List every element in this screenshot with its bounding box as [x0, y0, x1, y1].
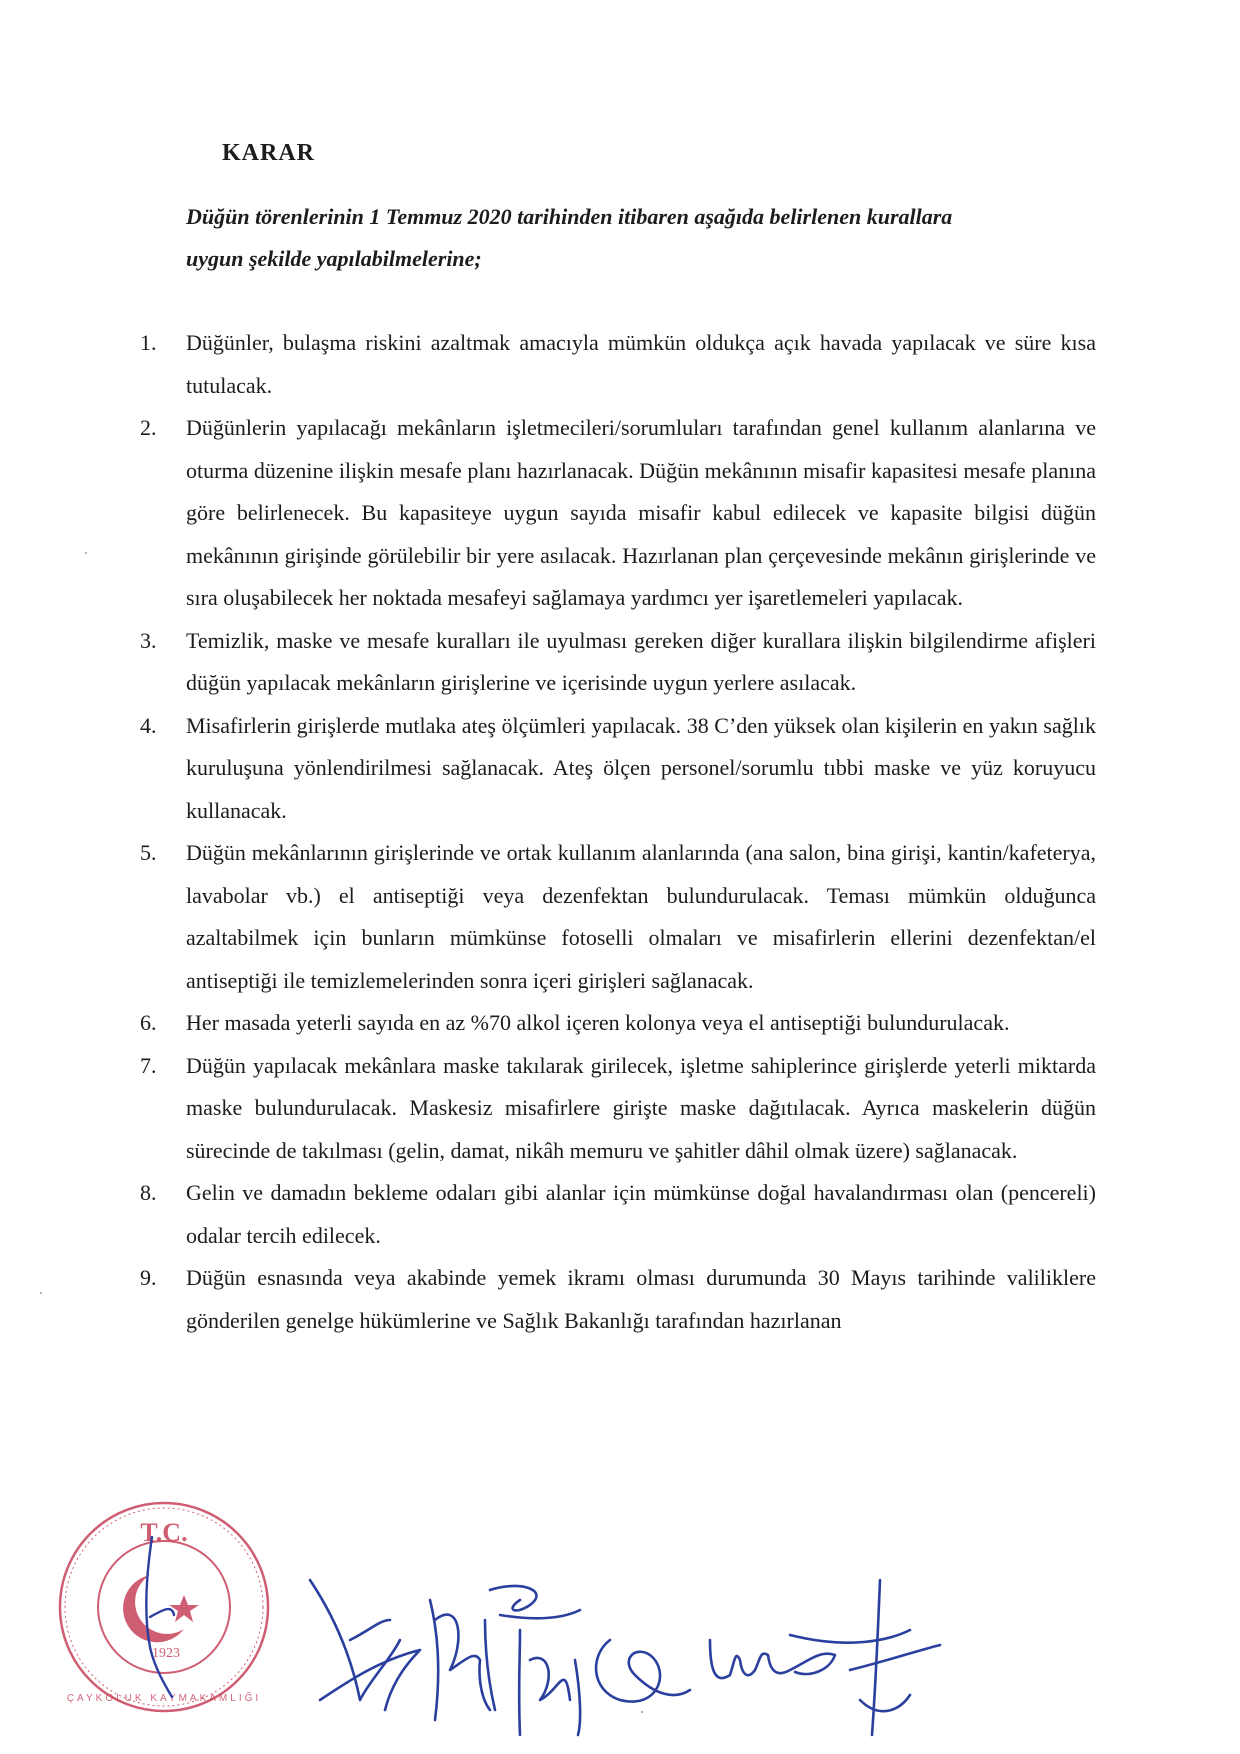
- stamp-top-text: T.C.: [140, 1518, 188, 1547]
- rule-number: 3.: [140, 627, 157, 653]
- stamp-year-text: 1923: [152, 1646, 180, 1661]
- stamp-ring-text: ÇAYKOLUK KAYMAKAMLIĞI: [66, 1693, 262, 1704]
- rule-item: [140, 705, 1096, 833]
- rule-text: Düğün yapılacak mekânlara maske takılarak girilecek, işletme sahiplerince girişlerde yeterli miktarda maske bulundurulacak. Maskesiz misafirlere girişte maske dağıtılacak. Ayrıca maskelerin düğün sürecinde de takılması (gelin, damat, nikâh memuru ve şahitler dâhil olmak üzere) sağlanacak.: [186, 1052, 1096, 1163]
- rule-text: Gelin ve damadın bekleme odaları gibi alanlar için mümkünse doğal havalandırması olan (pencereli) odalar tercih edilecek.: [186, 1180, 1096, 1248]
- signature-2: [430, 1600, 495, 1720]
- rule-number: 2.: [140, 415, 157, 440]
- rule-text: Temizlik, maske ve mesafe kuralları ile uyulması gereken diğer kurallara ilişkin bilgilendirme afişleri düğün yapılacak mekânların girişlerine ve içerisinde uygun yerlere asılacak.: [186, 627, 1096, 695]
- rule-text: Düğün mekânlarının girişlerinde ve ortak kullanım alanlarında (ana salon, bina girişi, kantin/kafeterya, lavabolar vb.) el antiseptiği veya dezenfektan bulundurulacak. Teması mümkün olduğunca azaltabilmek için bunların mümkünse fotoselli olmaları ve misafirlerin ellerini dezenfektan/el antiseptiği ile temizlemelerinden sonra içeri girişleri sağlanacak.: [186, 840, 1096, 993]
- rule-number: 6.: [140, 1010, 157, 1035]
- rule-number: 7.: [140, 1052, 157, 1078]
- rule-item: [140, 322, 1096, 407]
- rule-item: [140, 1045, 1096, 1173]
- rule-text: Düğünlerin yapılacağı mekânların işletmecileri/sorumluları tarafından genel kullanım alanlarına ve oturma düzenine ilişkin mesafe planı hazırlanacak. Düğün mekânının misafir kapasitesi mesafe planına göre belirlenecek. Bu kapasiteye uygun sayıda misafir kabul edilecek ve kapasite bilgisi düğün mekânının girişinde görülebilir bir yere asılacak. Hazırlanan plan çerçevesinde mekânın girişlerinde ve sıra oluşabilecek her noktada mesafeyi sağlamaya yardımcı yer işaretlemeleri yapılacak.: [186, 415, 1096, 610]
- document-title: KARAR: [222, 140, 315, 166]
- rule-item: [140, 1002, 1096, 1045]
- rule-item: [140, 620, 1096, 705]
- rule-number: 5.: [140, 840, 157, 865]
- signature-4: [596, 1640, 690, 1702]
- rule-item: [140, 407, 1096, 620]
- rule-text: Düğünler, bulaşma riskini azaltmak amacıyla mümkün oldukça açık havada yapılacak ve süre kısa tutulacak.: [186, 330, 1096, 398]
- intro-line: Düğün törenlerinin 1 Temmuz 2020 tarihinden itibaren aşağıda belirlenen kurallara: [186, 204, 953, 229]
- rule-number: 1.: [140, 330, 157, 355]
- signatures: [290, 1560, 1080, 1740]
- scan-speck: [85, 552, 87, 554]
- intro-paragraph: [186, 196, 1096, 280]
- signature-1: [310, 1580, 420, 1710]
- rule-number: 8.: [140, 1180, 157, 1205]
- rule-number: 4.: [140, 712, 157, 738]
- rules-list: [140, 322, 1096, 1342]
- rule-item: [140, 832, 1096, 1002]
- rule-text: Misafirlerin girişlerde mutlaka ateş ölçümleri yapılacak. 38 C’den yüksek olan kişilerin en yakın sağlık kuruluşuna yönlendirilmesi sağlanacak. Ateş ölçen personel/sorumlu tıbbi maske ve yüz koruyucu kullanacak.: [186, 712, 1096, 823]
- signature-3: [490, 1586, 580, 1735]
- rule-number: 9.: [140, 1265, 157, 1290]
- rule-text: Her masada yeterli sayıda en az %70 alkol içeren kolonya veya el antiseptiği bulundurulacak.: [186, 1010, 1010, 1035]
- rule-item: [140, 1172, 1096, 1257]
- signature-5: [710, 1630, 910, 1678]
- scan-speck: [641, 1711, 643, 1713]
- signature-6: [850, 1580, 940, 1735]
- official-stamp: [54, 1497, 274, 1717]
- scan-speck: [40, 1292, 42, 1294]
- rule-text: Düğün esnasında veya akabinde yemek ikramı olması durumunda 30 Mayıs tarihinde valiliklere gönderilen genelge hükümlerine ve Sağlık Bakanlığı tarafından hazırlanan: [186, 1265, 1096, 1333]
- intro-line: uygun şekilde yapılabilmelerine;: [186, 246, 482, 271]
- rule-item: [140, 1257, 1096, 1342]
